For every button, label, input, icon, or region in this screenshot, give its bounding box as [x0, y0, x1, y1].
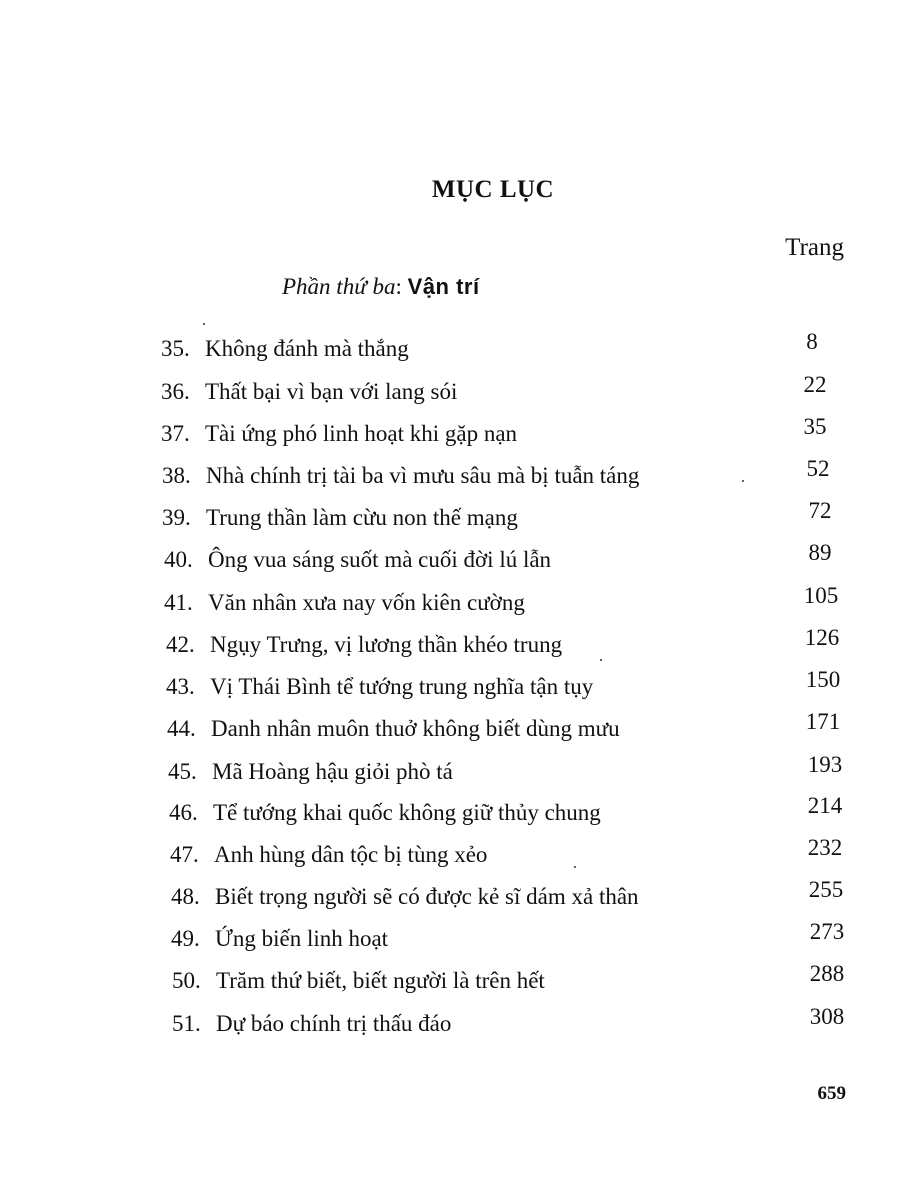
entry-title: Trung thần làm cừu non thế mạng [206, 505, 518, 530]
entry-number: 51. [172, 1011, 201, 1036]
scan-speck [600, 659, 602, 661]
entry-title: Biết trọng người sẽ có được kẻ sĩ dám xả thân [215, 884, 639, 909]
entry-title: Thất bại vì bạn với lang sói [205, 379, 458, 404]
entry-number: 35. [161, 336, 190, 361]
toc-entry [0, 625, 904, 672]
toc-entry [0, 414, 904, 461]
entry-page-number: 126 [804, 625, 840, 650]
toc-entry [0, 919, 904, 966]
toc-entry [0, 835, 904, 882]
entry-title: Mã Hoàng hậu giỏi phò tá [212, 759, 453, 784]
toc-entry [0, 372, 904, 419]
toc-entry [0, 583, 904, 630]
entry-title: Không đánh mà thắng [205, 336, 409, 361]
entry-title: Dự báo chính trị thấu đáo [216, 1011, 452, 1036]
toc-entry [0, 667, 904, 714]
section-prefix: Phần thứ ba [282, 274, 396, 299]
toc-entry [0, 456, 904, 503]
toc-entry [0, 793, 904, 840]
entry-title: Tài ứng phó linh hoạt khi gặp nạn [205, 421, 518, 446]
toc-entry [0, 877, 904, 924]
toc-entry [0, 961, 904, 1008]
entry-page-number: 22 [803, 372, 827, 397]
entry-number: 38. [162, 463, 191, 488]
scan-speck [203, 323, 205, 325]
entry-number: 44. [167, 716, 196, 741]
entry-title: Trăm thứ biết, biết người là trên hết [216, 968, 545, 993]
section-separator: : [395, 274, 402, 299]
scan-speck [742, 480, 744, 482]
entry-title: Danh nhân muôn thuở không biết dùng mưu [211, 716, 620, 741]
entry-number: 41. [164, 590, 193, 615]
toc-entry [0, 709, 904, 756]
entry-page-number: 171 [805, 709, 841, 734]
entry-title: Ông vua sáng suốt mà cuối đời lú lẫn [208, 547, 552, 572]
page-column-label: Trang [785, 234, 844, 261]
entry-page-number: 8 [806, 329, 818, 354]
toc-entry [0, 1004, 904, 1051]
entry-page-number: 232 [807, 835, 843, 860]
entry-title: Anh hùng dân tộc bị tùng xẻo [214, 842, 488, 867]
toc-entry [0, 540, 904, 587]
entry-number: 48. [171, 884, 200, 909]
entry-page-number: 52 [806, 456, 830, 481]
entry-title: Ứng biến linh hoạt [215, 926, 389, 951]
toc-entry [0, 329, 904, 376]
entry-number: 36. [161, 379, 190, 404]
entry-number: 46. [169, 800, 198, 825]
entry-number: 49. [171, 926, 200, 951]
entry-page-number: 288 [809, 961, 845, 986]
scan-speck [574, 866, 576, 868]
page-title: MỤC LỤC [431, 176, 555, 203]
entry-page-number: 72 [808, 498, 832, 523]
page-number: 659 [817, 1083, 846, 1104]
entry-title: Ngụy Trưng, vị lương thần khéo trung [210, 632, 563, 657]
entry-number: 43. [166, 674, 195, 699]
entry-page-number: 193 [807, 752, 843, 777]
entry-page-number: 35 [803, 414, 827, 439]
entry-page-number: 214 [807, 793, 843, 818]
entry-number: 47. [170, 842, 199, 867]
entry-number: 45. [168, 759, 197, 784]
toc-entry [0, 498, 904, 545]
entry-number: 37. [161, 421, 190, 446]
toc-entry [0, 752, 904, 799]
entry-title: Văn nhân xưa nay vốn kiên cường [208, 590, 525, 615]
entry-number: 40. [164, 547, 193, 572]
entry-number: 42. [166, 632, 195, 657]
entry-number: 39. [162, 505, 191, 530]
entry-page-number: 273 [809, 919, 845, 944]
entry-title: Tể tướng khai quốc không giữ thủy chung [213, 800, 601, 825]
entry-page-number: 89 [808, 540, 832, 565]
entry-page-number: 150 [805, 667, 841, 692]
entry-title: Vị Thái Bình tể tướng trung nghĩa tận tụy [210, 674, 594, 699]
entry-page-number: 105 [803, 583, 839, 608]
section-name: Vận trí [407, 274, 480, 299]
entry-page-number: 255 [808, 877, 844, 902]
entry-number: 50. [172, 968, 201, 993]
entry-page-number: 308 [809, 1004, 845, 1029]
entry-title: Nhà chính trị tài ba vì mưu sâu mà bị tuẫn táng [206, 463, 640, 488]
